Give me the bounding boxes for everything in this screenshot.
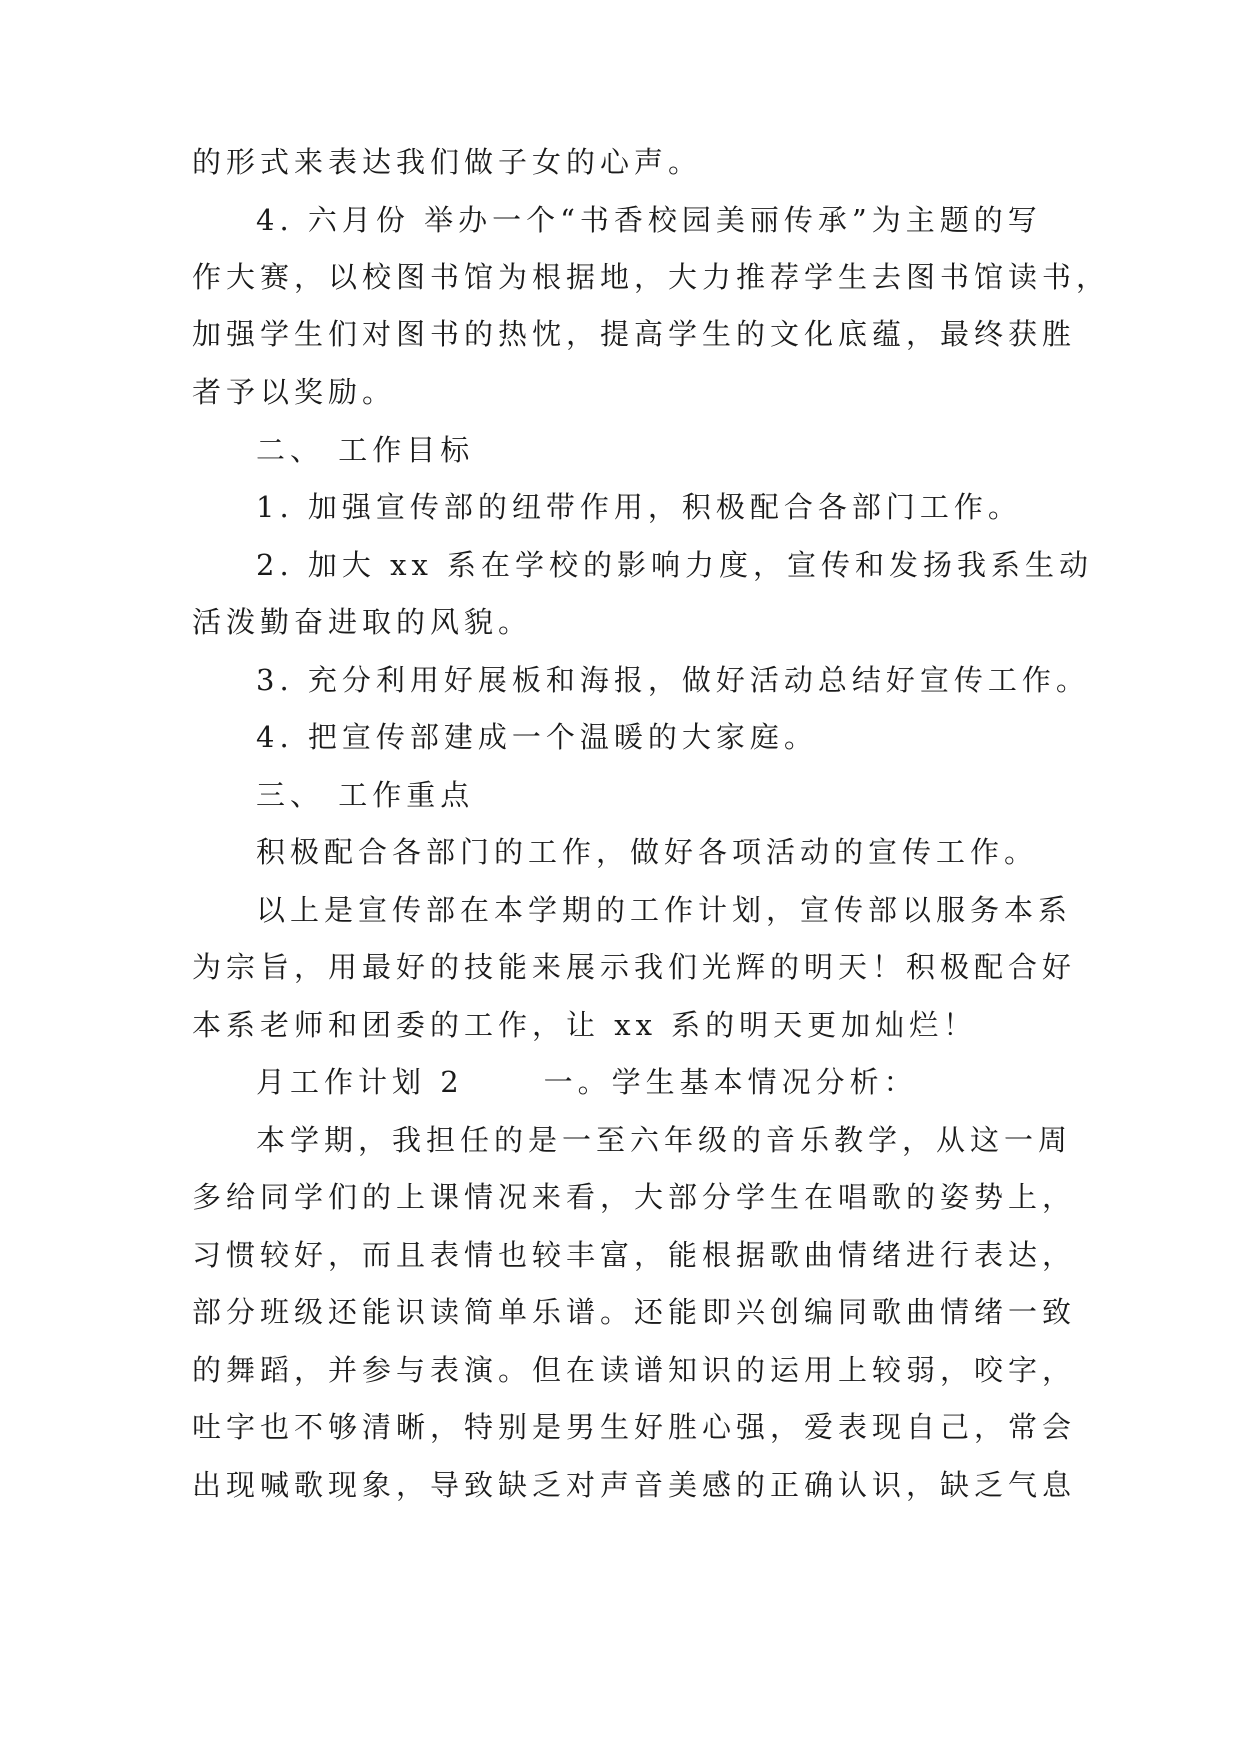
text-line: 活泼勤奋进取的风貌。 — [192, 605, 533, 639]
text-line: 加强学生们对图书的热忱，提高学生的文化底蕴，最终获胜 — [192, 317, 1077, 351]
section-heading: 一。学生基本情况分析： — [543, 1065, 918, 1099]
text-line: 以上是宣传部在本学期的工作计划，宣传部以服务本系 — [256, 893, 1073, 927]
text-line: 吐字也不够清晰，特别是男生好胜心强，爱表现自己，常会 — [192, 1410, 1077, 1444]
plan-title: 月工作计划 2 — [256, 1065, 464, 1099]
text-line: 4. 六月份 举办一个“书香校园美丽传承”为主题的写 — [256, 203, 1042, 237]
text-line: 部分班级还能识读简单乐谱。还能即兴创编同歌曲情绪一致 — [192, 1295, 1077, 1329]
text-line: 者予以奖励。 — [192, 375, 397, 409]
text-line: 2. 加大 xx 系在学校的影响力度，宣传和发扬我系生动 — [256, 548, 1094, 582]
section-heading: 三、 工作重点 — [256, 778, 475, 812]
text-line: 1. 加强宣传部的纽带作用，积极配合各部门工作。 — [256, 490, 1022, 524]
text-line: 多给同学们的上课情况来看，大部分学生在唱歌的姿势上， — [192, 1180, 1077, 1214]
text-line: 作大赛，以校图书馆为根据地，大力推荐学生去图书馆读书， — [192, 260, 1111, 294]
text-line: 的形式来表达我们做子女的心声。 — [192, 145, 703, 179]
text-line: 4. 把宣传部建成一个温暖的大家庭。 — [256, 720, 818, 754]
text-line: 出现喊歌现象，导致缺乏对声音美感的正确认识，缺乏气息 — [192, 1468, 1077, 1502]
text-line: 本系老师和团委的工作，让 xx 系的明天更加灿烂！ — [192, 1008, 978, 1042]
plan-heading-line — [256, 1062, 918, 1102]
text-line: 积极配合各部门的工作，做好各项活动的宣传工作。 — [256, 835, 1039, 869]
text-line: 3. 充分利用好展板和海报，做好活动总结好宣传工作。 — [256, 663, 1090, 697]
text-line: 为宗旨，用最好的技能来展示我们光辉的明天！积极配合好 — [192, 950, 1077, 984]
section-heading: 二、 工作目标 — [256, 433, 475, 467]
text-line: 的舞蹈，并参与表演。但在读谱知识的运用上较弱，咬字， — [192, 1353, 1077, 1387]
text-line: 习惯较好，而且表情也较丰富，能根据歌曲情绪进行表达， — [192, 1238, 1077, 1272]
text-line: 本学期，我担任的是一至六年级的音乐教学，从这一周 — [256, 1123, 1073, 1157]
